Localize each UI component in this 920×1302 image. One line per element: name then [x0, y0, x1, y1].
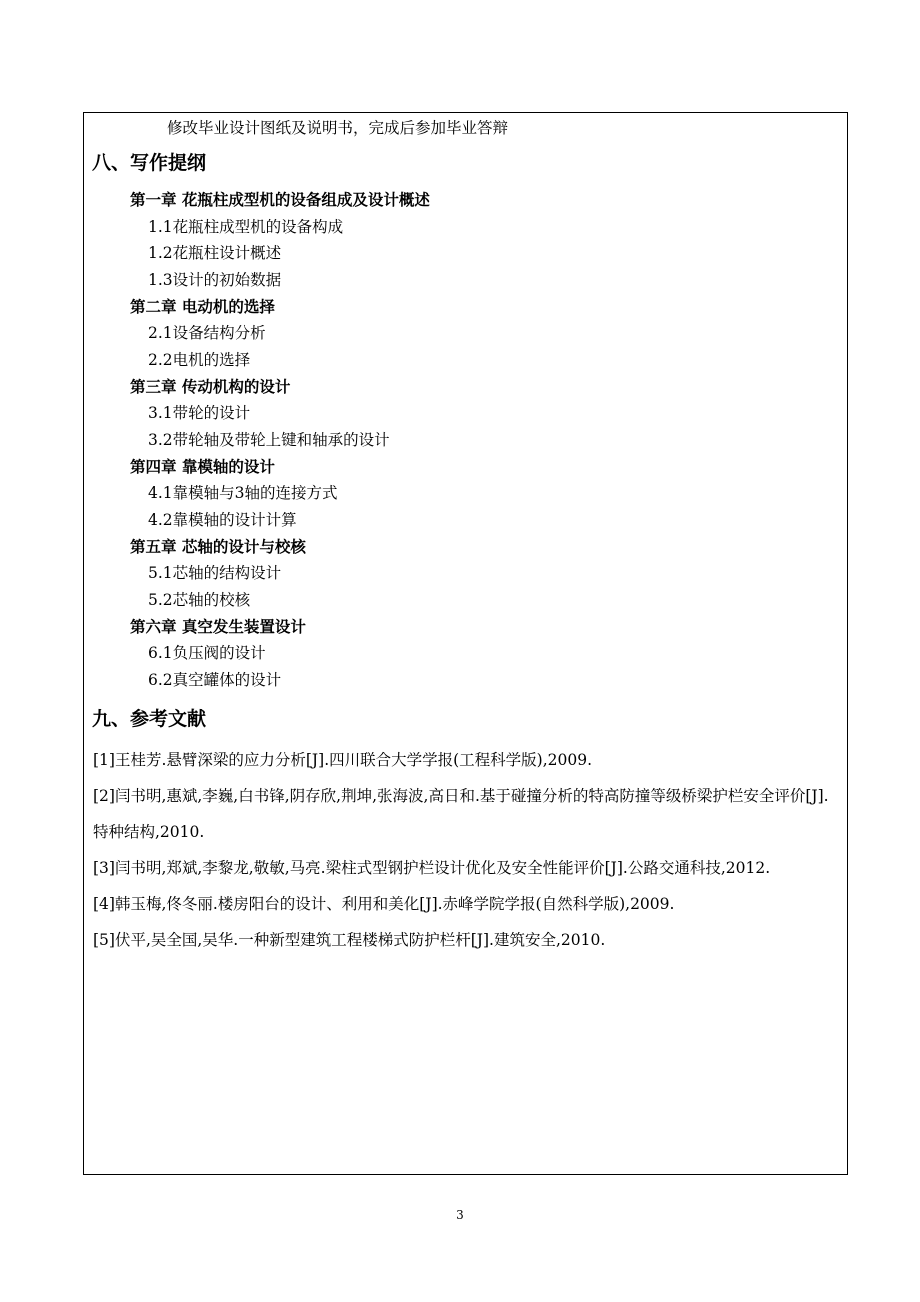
chapter-4-title: 第四章 靠模轴的设计 [130, 457, 275, 476]
reference-item: [1]王桂芳.悬臂深梁的应力分析[J].四川联合大学学报(工程科学版),2009. [93, 751, 593, 769]
chapter-1-title: 第一章 花瓶柱成型机的设备组成及设计概述 [130, 190, 430, 209]
outline-item: 4.2靠模轴的设计计算 [148, 511, 297, 529]
outline-item: 2.2电机的选择 [148, 351, 251, 369]
reference-item: [5]伏平,吴全国,吴华.一种新型建筑工程楼梯式防护栏杆[J].建筑安全,2010. [93, 931, 606, 949]
section-8-title: 八、写作提纲 [92, 152, 207, 174]
reference-item: [4]韩玉梅,佟冬丽.楼房阳台的设计、利用和美化[J].赤峰学院学报(自然科学版),2009. [93, 895, 675, 913]
outline-item: 6.2真空罐体的设计 [148, 671, 282, 689]
intro-line: 修改毕业设计图纸及说明书，完成后参加毕业答辩 [167, 119, 509, 137]
outline-item: 6.1负压阀的设计 [148, 644, 266, 662]
chapter-6-title: 第六章 真空发生装置设计 [130, 617, 306, 636]
outline-item: 2.1设备结构分析 [148, 324, 266, 342]
chapter-5-title: 第五章 芯轴的设计与校核 [130, 537, 306, 556]
reference-item: [3]闫书明,郑斌,李黎龙,敬敏,马亮.梁柱式型钢护栏设计优化及安全性能评价[J].公路交通科技,2012. [93, 859, 771, 877]
reference-item: [2]闫书明,惠斌,李巍,白书锋,阴存欣,荆坤,张海波,高日和.基于碰撞分析的特高防撞等级桥梁护栏安全评价[J].特种结构,2010. [93, 787, 829, 841]
chapter-2-title: 第二章 电动机的选择 [130, 297, 275, 316]
section-9-title: 九、参考文献 [92, 708, 207, 730]
outline-item: 5.1芯轴的结构设计 [148, 564, 282, 582]
reference-list [93, 742, 843, 958]
outline-item: 1.3设计的初始数据 [148, 271, 282, 289]
outline-item: 4.1靠模轴与3轴的连接方式 [148, 484, 338, 502]
outline-item: 5.2芯轴的校核 [148, 591, 251, 609]
outline-item: 1.1花瓶柱成型机的设备构成 [148, 218, 344, 236]
outline-item: 3.1带轮的设计 [148, 404, 251, 422]
outline-item: 1.2花瓶柱设计概述 [148, 244, 282, 262]
page-number: 3 [456, 1208, 464, 1222]
chapter-3-title: 第三章 传动机构的设计 [130, 377, 291, 396]
outline-item: 3.2带轮轴及带轮上键和轴承的设计 [148, 431, 390, 449]
